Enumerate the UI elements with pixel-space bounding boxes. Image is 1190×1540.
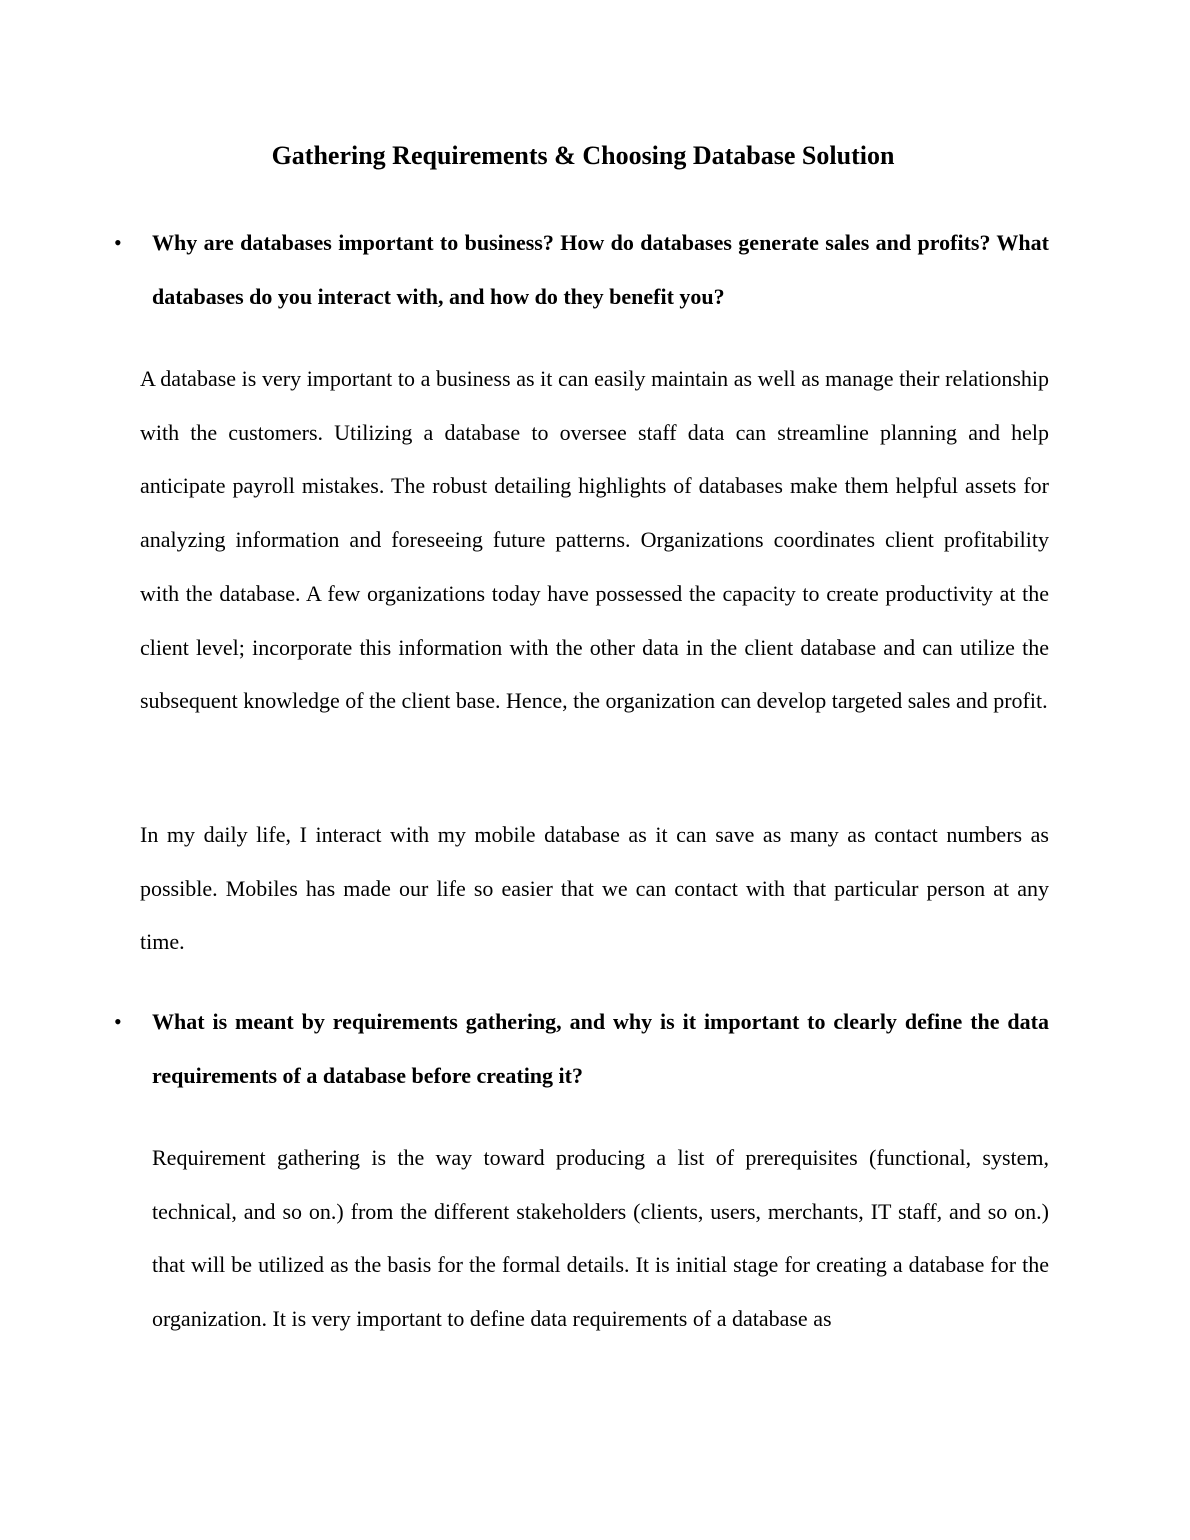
section-1-question: Why are databases important to business? How do databases generate sales and profits? What databases do you interact with, and how do they benefit you? — [152, 230, 1049, 309]
section-2-paragraph-1: Requirement gathering is the way toward producing a list of prerequisites (functional, system, technical, and so on.) from the different stakeholders (clients, users, merchants, IT staff, and so on.) that will be utilized as the basis for the formal details. It is initial stage for creating a database for the organization. It is very important to define data requirements of a database as — [152, 1145, 1049, 1332]
section-1-paragraph-2: In my daily life, I interact with my mobile database as it can save as many as contact numbers as possible. Mobiles has made our life so easier that we can contact with that particular person at any time. — [140, 822, 1049, 955]
document-title: Gathering Requirements & Choosing Database Solution — [271, 141, 895, 170]
section-2-question: What is meant by requirements gathering, and why is it important to clearly define the data requirements of a database before creating it? — [152, 1009, 1049, 1088]
section-1-paragraph-1: A database is very important to a business as it can easily maintain as well as manage their relationship with the customers. Utilizing a database to oversee staff data can streamline planning and help anticipate payroll mistakes. The robust detailing highlights of databases make them helpful assets for analyzing information and foreseeing future patterns. Organizations coordinates client profitability with the database. A few organizations today have possessed the capacity to create productivity at the client level; incorporate this information with the other data in the client database and can utilize the subsequent knowledge of the client base. Hence, the organization can develop targeted sales and profit. — [140, 366, 1049, 714]
bullet-icon: • — [114, 230, 122, 255]
bullet-icon: • — [114, 1009, 122, 1034]
